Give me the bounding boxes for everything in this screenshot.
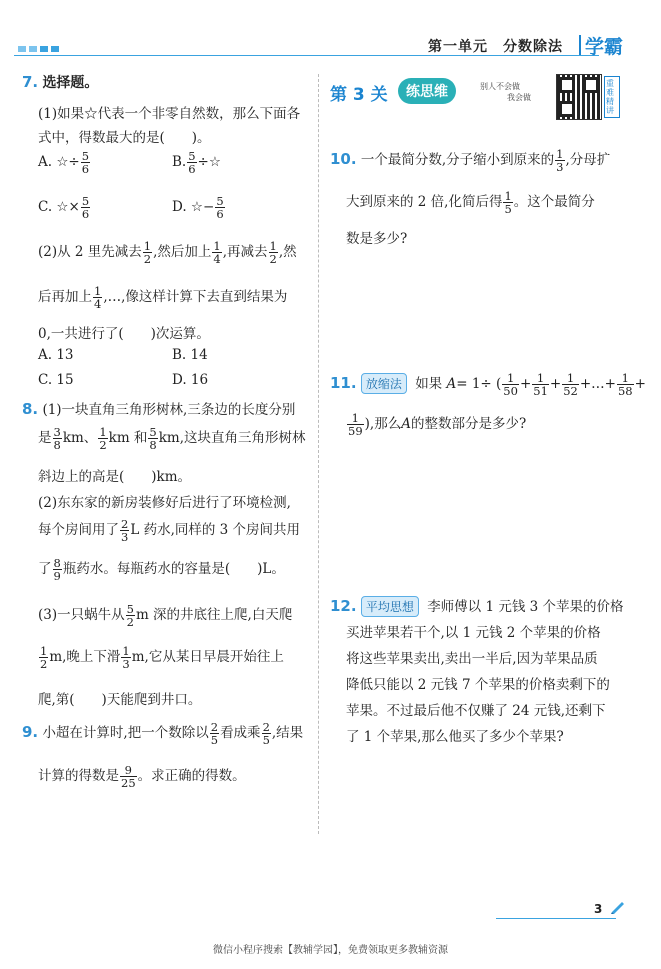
- q7-part1-line2: 式中，得数最大的是( )。: [38, 130, 211, 146]
- q8-line1: (1)一块直角三角形树林,三条边的长度分别: [42, 402, 296, 418]
- question-number: 7.: [22, 73, 39, 91]
- banner-note-2: 我会做: [507, 93, 531, 102]
- q8-line3: 斜边上的高是( )km。: [38, 469, 192, 485]
- option-13: A. 13: [38, 347, 74, 363]
- question-number: 11.: [330, 374, 357, 393]
- q7-part2-line2: 后再加上 $\frac{1}{4}$ ,…,像这样计算下去直到结果为: [38, 284, 288, 312]
- column-divider: [318, 74, 319, 834]
- q8-line6: 了 $\frac{8}{9}$ 瓶药水。每瓶药水的容量是( )L。: [38, 556, 285, 584]
- q7-part1-line1: (1)如果☆代表一个非零自然数，那么下面各: [38, 106, 301, 122]
- q10-line1: 一个最简分数,分子缩小到原来的 $\frac{1}{3}$ ,分母扩: [360, 147, 611, 175]
- method-tag: 平均思想: [361, 596, 419, 617]
- q12-line6: 了 1 个苹果,那么他买了多少个苹果?: [346, 729, 564, 745]
- question-number: 9.: [22, 723, 39, 742]
- footer-text: 微信小程序搜索【教辅学园】，免费领取更多教辅资源: [213, 945, 448, 956]
- question-number: 12.: [330, 597, 357, 615]
- q7-part2-line1: (2)从 2 里先减去 $\frac{1}{2}$ ,然后加上 $\frac{1}{4}$ ,再减去 $\frac{1}{2}$ ,然: [38, 239, 297, 267]
- banner-note-1: 别人不会做: [480, 82, 520, 91]
- option-c: C. ☆× $\frac{5}{6}$: [38, 194, 90, 222]
- q10-line2: 大到原来的 2 倍,化简后得 $\frac{1}{5}$ 。这个最简分: [346, 189, 595, 217]
- option-14: B. 14: [172, 347, 208, 363]
- footer-rule: [496, 918, 616, 919]
- brand-logo: 学霸: [585, 32, 623, 59]
- q8-line9: 爬,第( )天能爬到井口。: [38, 692, 202, 708]
- question-title: 选择题。: [42, 75, 99, 91]
- qr-label: 重难精讲: [604, 76, 620, 118]
- question-number: 8.: [22, 400, 39, 418]
- page-number: 3: [594, 902, 603, 916]
- q11-line1: 如果 A= 1÷ ( $\frac{1}{50}$ + $\frac{1}{51}$ + $\frac{1}{52}$ +…+ $\frac{1}{58}$ +: [415, 371, 646, 399]
- q8-line7: (3)一只蜗牛从 $\frac{5}{2}$ m 深的井底往上爬,白天爬: [38, 602, 293, 630]
- unit-title: 第一单元 分数除法: [428, 39, 563, 55]
- option-a: A. ☆÷ $\frac{5}{6}$: [38, 149, 90, 177]
- option-16: D. 16: [172, 372, 209, 388]
- q12-line3: 将这些苹果卖出,卖出一半后,因为苹果品质: [346, 651, 598, 667]
- q12-line4: 降低只能以 2 元钱 7 个苹果的价格卖剩下的: [346, 677, 610, 693]
- level-title: 第 3 关: [330, 85, 388, 105]
- level-badge: 练思维: [398, 78, 456, 104]
- q12-line5: 苹果。不过最后他不仅赚了 24 元钱,还剩下: [346, 703, 606, 719]
- q7-part2-line3: 0,一共进行了( )次运算。: [38, 326, 210, 342]
- q8-line8: $\frac{1}{2}$ m,晚上下滑 $\frac{1}{3}$ m,它从某日早晨开始往上: [40, 644, 284, 672]
- question-number: 10.: [330, 150, 357, 169]
- q8-line5: 每个房间用了 $\frac{2}{3}$ L 药水,同样的 3 个房间共用: [38, 517, 301, 545]
- q11-line2: $\frac{1}{59}$ ),那么A的整数部分是多少?: [348, 411, 527, 439]
- option-15: C. 15: [38, 372, 74, 388]
- q9-line2: 计算的得数是 $\frac{9}{25}$ 。求正确的得数。: [38, 763, 246, 791]
- option-b: B. $\frac{5}{6}$ ÷☆: [172, 149, 221, 177]
- method-tag: 放缩法: [361, 373, 407, 394]
- q8-line4: (2)东东家的新房装修好后进行了环境检测,: [38, 495, 291, 511]
- q9-line1: 小超在计算时,把一个数除以 $\frac{2}{5}$ 看成乘 $\frac{2}{5}$ ,结果: [42, 720, 304, 748]
- q12-line2: 买进苹果若干个,以 1 元钱 2 个苹果的价格: [346, 625, 601, 641]
- header-decoration: [18, 46, 59, 52]
- pencil-icon: [610, 900, 626, 914]
- q10-line3: 数是多少?: [346, 231, 408, 247]
- qr-code-icon[interactable]: [556, 74, 602, 120]
- q12-line1: 李师傅以 1 元钱 3 个苹果的价格: [427, 599, 624, 615]
- option-d: D. ☆− $\frac{5}{6}$: [172, 194, 224, 222]
- q8-line2: 是 $\frac{3}{8}$ km、 $\frac{1}{2}$ km 和 $\frac{5}{8}$ km,这块直角三角形树林: [38, 425, 306, 453]
